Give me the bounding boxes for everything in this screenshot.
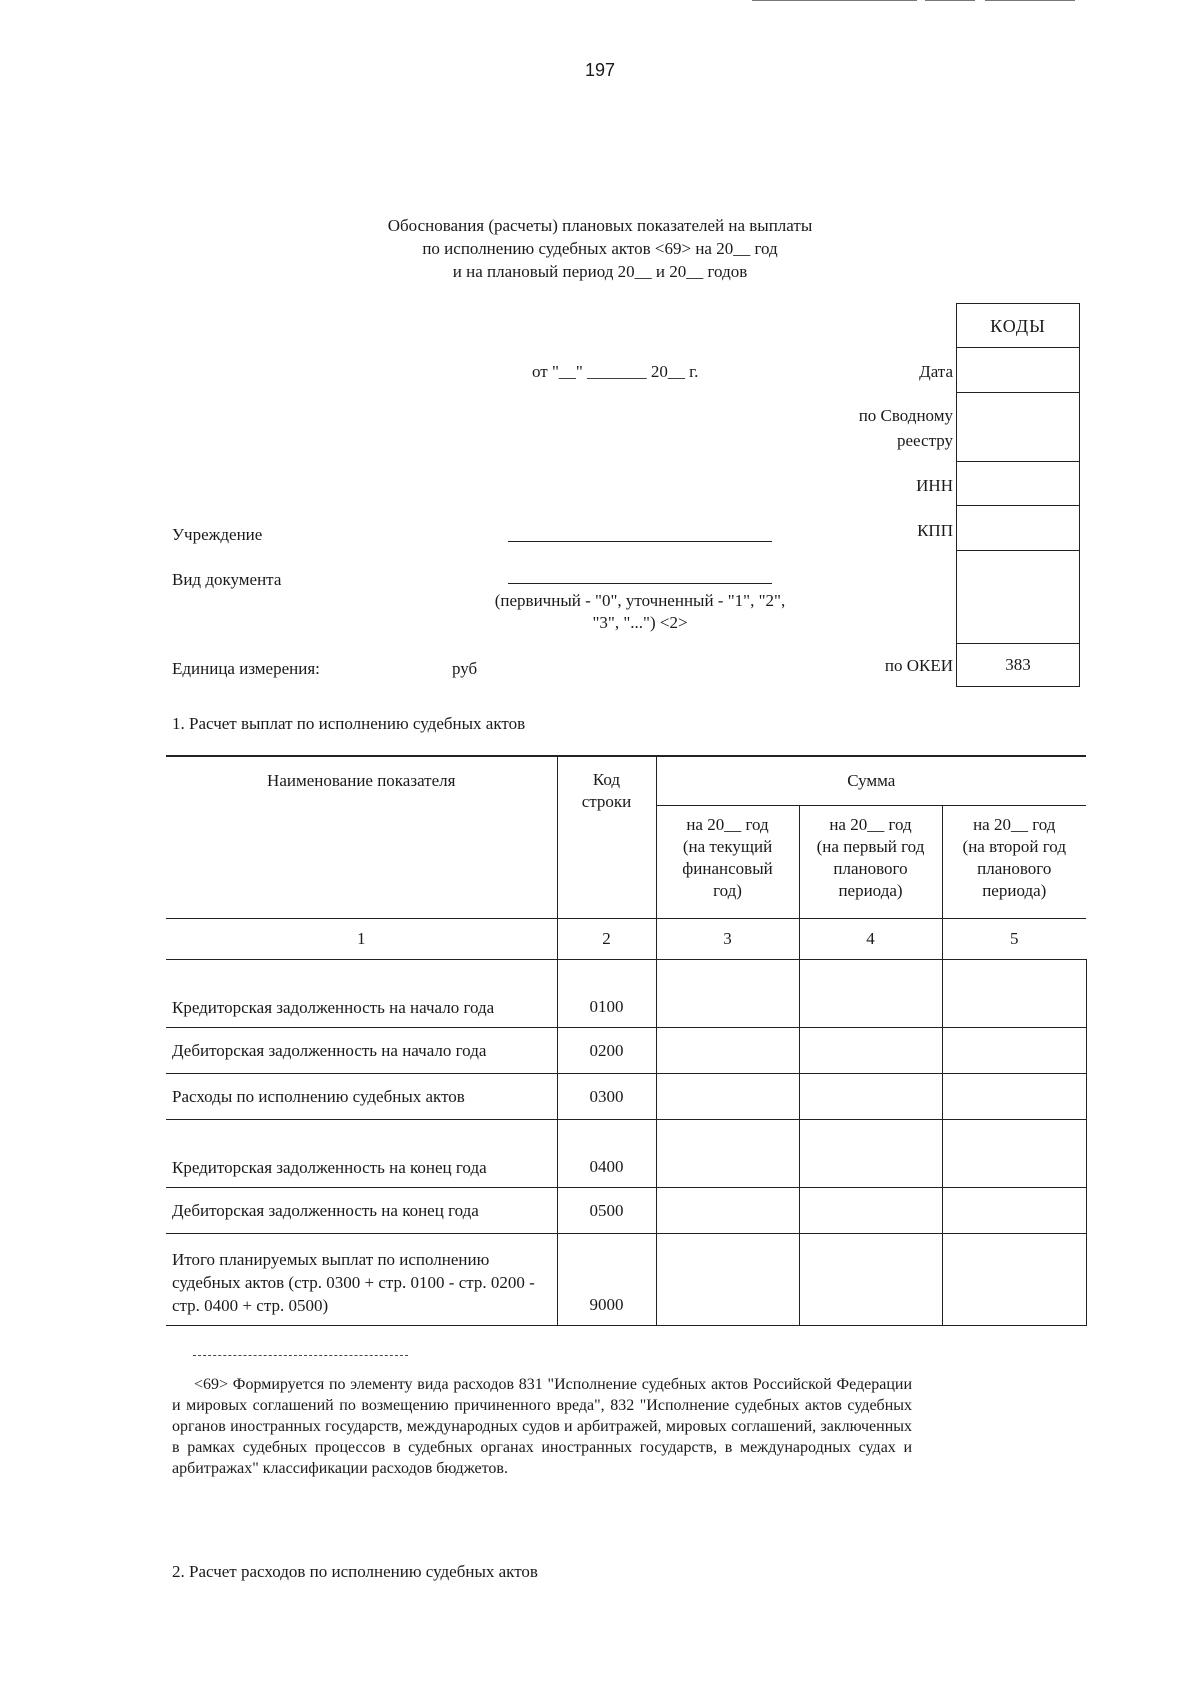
section2-title: 2. Расчет расходов по исполнению судебных актов <box>172 1562 538 1581</box>
value-cell[interactable] <box>656 1120 799 1188</box>
row-name: Кредиторская задолженность на конец года <box>166 1120 557 1188</box>
col-header-second-plan-year <box>942 806 1086 919</box>
unit-label: Единица измерения: <box>172 659 320 678</box>
sub1-line1: на 20__ год <box>686 815 769 834</box>
sub3-line3: планового <box>977 859 1052 878</box>
date-label: Дата <box>919 362 953 381</box>
document-date: от "__" _______ 20__ г. <box>532 362 699 381</box>
doc-type-hint-line2: "3", "...") <2> <box>592 613 688 632</box>
col-header-code <box>557 756 656 919</box>
sub3-line2: (на второй год <box>962 837 1066 856</box>
col-header-name: Наименование показателя <box>166 756 557 919</box>
value-cell[interactable] <box>799 960 942 1028</box>
row-name: Дебиторская задолженность на конец года <box>166 1188 557 1234</box>
table-row <box>166 1028 1086 1074</box>
payments-table <box>166 755 1087 1326</box>
doc-type-hint <box>420 590 860 634</box>
value-cell[interactable] <box>799 1074 942 1120</box>
table-row <box>166 1074 1086 1120</box>
value-cell[interactable] <box>942 1074 1086 1120</box>
sub2-line1: на 20__ год <box>829 815 912 834</box>
institution-label: Учреждение <box>172 525 263 544</box>
col-header-code-line2: строки <box>581 792 632 811</box>
value-cell[interactable] <box>656 1074 799 1120</box>
value-cell[interactable] <box>799 1188 942 1234</box>
okei-code-cell: 383 <box>1005 655 1031 674</box>
value-cell[interactable] <box>656 1234 799 1326</box>
col-number: 3 <box>656 919 799 960</box>
value-cell[interactable] <box>942 1120 1086 1188</box>
inn-label: ИНН <box>916 476 953 495</box>
scan-line <box>985 0 1075 1</box>
sub1-line2: (на текущий <box>682 837 773 856</box>
row-name: Итого планируемых выплат по исполнению судебных актов (стр. 0300 + стр. 0100 - стр. 0200 - стр. 0400 + стр. 0500) <box>166 1234 557 1326</box>
registry-label-line1: по Сводному <box>858 406 953 425</box>
footnote: <69> Формируется по элементу вида расходов 831 "Исполнение судебных актов Российской Федерации и мировых соглашений по возмещению причиненного вреда", 832 "Исполнение судебных актов судебных органов иностранных государств, международных судов и арбитражей, мировых соглашений, заключенных в рамках судебных процессов в судебных органах иностранных государств, в международных судах и арбитражах" классификации расходов бюджетов. <box>172 1376 912 1477</box>
col-number: 2 <box>557 919 656 960</box>
codes-header: КОДЫ <box>957 304 1079 348</box>
doc-type-label: Вид документа <box>172 570 282 589</box>
doc-type-hint-line1: (первичный - "0", уточненный - "1", "2", <box>494 591 786 610</box>
title-line-2: по исполнению судебных актов <69> на 20__ год <box>422 239 778 258</box>
col-number: 1 <box>166 919 557 960</box>
row-code: 9000 <box>557 1234 656 1326</box>
registry-code-cell[interactable] <box>957 393 1079 462</box>
footnote-separator <box>193 1355 408 1356</box>
title-line-3: и на плановый период 20__ и 20__ годов <box>452 262 748 281</box>
value-cell[interactable] <box>656 1028 799 1074</box>
institution-input-line[interactable] <box>508 541 772 542</box>
codes-box <box>956 303 1080 687</box>
col-header-first-plan-year <box>799 806 942 919</box>
row-code: 0400 <box>557 1120 656 1188</box>
col-header-code-line1: Код <box>592 770 621 789</box>
row-code: 0300 <box>557 1074 656 1120</box>
doc-type-code-cell[interactable] <box>957 551 1079 644</box>
row-code: 0500 <box>557 1188 656 1234</box>
value-cell[interactable] <box>942 1234 1086 1326</box>
table-row <box>166 960 1086 1028</box>
value-cell[interactable] <box>799 1028 942 1074</box>
row-name: Дебиторская задолженность на начало года <box>166 1028 557 1074</box>
row-name: Кредиторская задолженность на начало года <box>166 960 557 1028</box>
date-code-cell[interactable] <box>957 348 1079 393</box>
inn-code-cell[interactable] <box>957 462 1079 506</box>
table-row <box>166 1120 1086 1188</box>
scan-line <box>752 0 917 1</box>
row-name: Расходы по исполнению судебных актов <box>166 1074 557 1120</box>
kpp-label: КПП <box>917 521 953 540</box>
value-cell[interactable] <box>656 960 799 1028</box>
value-cell[interactable] <box>799 1234 942 1326</box>
document-title <box>300 214 900 283</box>
okei-label: по ОКЕИ <box>884 656 953 675</box>
kpp-code-cell[interactable] <box>957 506 1079 551</box>
sub2-line2: (на первый год <box>816 837 925 856</box>
sub1-line3: финансовый <box>682 859 773 878</box>
value-cell[interactable] <box>942 1028 1086 1074</box>
sub3-line4: периода) <box>982 881 1047 900</box>
table-row <box>166 1188 1086 1234</box>
page-number: 197 <box>584 60 616 80</box>
col-header-sum: Сумма <box>656 756 1086 806</box>
value-cell[interactable] <box>656 1188 799 1234</box>
row-code: 0100 <box>557 960 656 1028</box>
col-number: 4 <box>799 919 942 960</box>
sub2-line3: планового <box>833 859 908 878</box>
scan-line <box>925 0 975 1</box>
registry-label-line2: реестру <box>897 431 953 450</box>
section1-title: 1. Расчет выплат по исполнению судебных актов <box>172 714 526 733</box>
sub2-line4: периода) <box>838 881 903 900</box>
value-cell[interactable] <box>799 1120 942 1188</box>
value-cell[interactable] <box>942 1188 1086 1234</box>
row-code: 0200 <box>557 1028 656 1074</box>
unit-value: руб <box>452 659 478 678</box>
doc-type-input-line[interactable] <box>508 583 772 584</box>
sub1-line4: год) <box>713 881 742 900</box>
col-number: 5 <box>942 919 1086 960</box>
sub3-line1: на 20__ год <box>973 815 1056 834</box>
value-cell[interactable] <box>942 960 1086 1028</box>
title-line-1: Обоснования (расчеты) плановых показателей на выплаты <box>387 216 813 235</box>
col-header-current-year <box>656 806 799 919</box>
table-row-total <box>166 1234 1086 1326</box>
